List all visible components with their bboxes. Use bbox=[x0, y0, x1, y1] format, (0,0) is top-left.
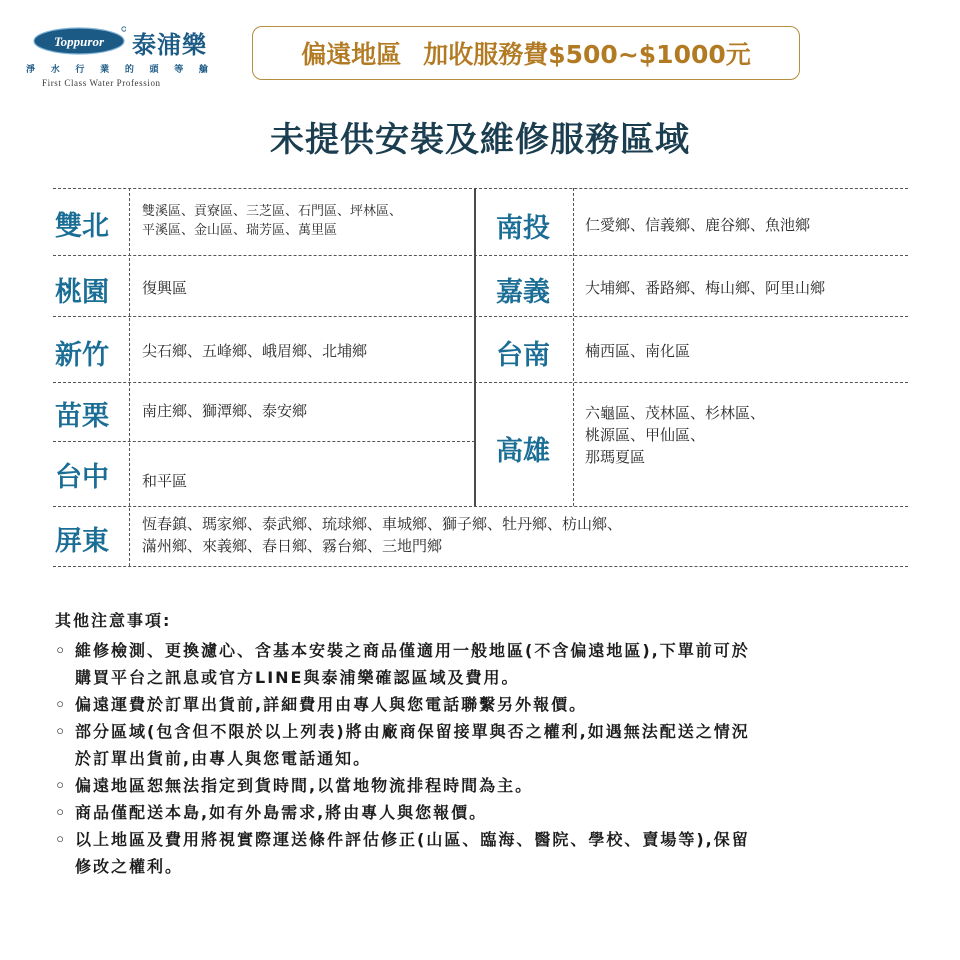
note-item bbox=[55, 826, 915, 880]
table-divider bbox=[573, 188, 574, 506]
region-label: 新竹 bbox=[55, 340, 109, 371]
slogan-char: 等 bbox=[174, 65, 184, 75]
region-label: 台南 bbox=[496, 340, 550, 371]
note-line: 於訂單出貨前,由專人與您電話通知。 bbox=[75, 749, 372, 768]
region-areas bbox=[585, 340, 690, 362]
notes-heading: 其他注意事項: bbox=[55, 611, 172, 630]
region-areas bbox=[142, 202, 402, 240]
region-areas bbox=[142, 277, 187, 299]
area-line: 恆春鎮、瑪家鄉、泰武鄉、琉球鄉、車城鄉、獅子鄉、牡丹鄉、枋山鄉、 bbox=[142, 515, 623, 533]
region-label: 苗栗 bbox=[55, 401, 109, 432]
note-line: ◦ 偏遠地區恕無法指定到貨時間,以當地物流排程時間為主。 bbox=[75, 776, 534, 795]
slogan-char: 淨 bbox=[26, 65, 36, 75]
area-line: 雙溪區、貢寮區、三芝區、石門區、坪林區、 bbox=[142, 204, 403, 219]
note-item bbox=[55, 772, 915, 799]
brand-slogan bbox=[26, 62, 208, 75]
area-line: 六龜區、茂林區、杉林區、 bbox=[585, 404, 766, 422]
region-label: 桃園 bbox=[55, 277, 109, 308]
note-line: ◦ 偏遠運費於訂單出貨前,詳細費用由專人與您電話聯繫另外報價。 bbox=[75, 695, 588, 714]
note-line: 購買平台之訊息或官方LINE與泰浦樂確認區域及費用。 bbox=[75, 668, 520, 687]
region-areas bbox=[585, 214, 810, 236]
region-label: 南投 bbox=[496, 213, 550, 244]
area-line: 南庄鄉、獅潭鄉、泰安鄉 bbox=[142, 402, 308, 420]
table-divider bbox=[53, 255, 908, 256]
region-areas bbox=[142, 513, 622, 557]
brand-tagline: First Class Water Profession bbox=[42, 78, 161, 88]
area-line: 尖石鄉、五峰鄉、峨眉鄉、北埔鄉 bbox=[142, 342, 368, 360]
note-item bbox=[55, 691, 915, 718]
slogan-char: 的 bbox=[124, 65, 134, 75]
area-line: 滿州鄉、來義鄉、春日鄉、霧台鄉、三地門鄉 bbox=[142, 537, 443, 555]
notes-section bbox=[55, 608, 915, 880]
region-areas bbox=[142, 470, 187, 492]
brand-name: 泰浦樂 bbox=[132, 31, 207, 59]
region-areas bbox=[585, 277, 825, 299]
table-divider bbox=[474, 188, 476, 506]
note-line: ◦ 部分區域(包含但不限於以上列表)將由廠商保留接單與否之權利,如遇無法配送之情況 bbox=[75, 722, 750, 741]
region-label: 嘉義 bbox=[496, 277, 550, 308]
note-line: ◦ 維修檢測、更換濾心、含基本安裝之商品僅適用一般地區(不含偏遠地區),下單前可於 bbox=[75, 641, 750, 660]
slogan-char: 艙 bbox=[198, 65, 208, 75]
page-title: 未提供安裝及維修服務區域 bbox=[270, 120, 690, 160]
brand-logo-mark bbox=[32, 26, 126, 56]
table-divider bbox=[53, 441, 475, 442]
region-areas bbox=[585, 402, 765, 468]
area-line: 復興區 bbox=[142, 279, 188, 297]
table-divider bbox=[53, 316, 908, 317]
note-line: ◦ 商品僅配送本島,如有外島需求,將由專人與您報價。 bbox=[75, 803, 488, 822]
note-item bbox=[55, 637, 915, 691]
region-label: 雙北 bbox=[55, 211, 109, 242]
brand-logo-wordmark: Toppuror bbox=[53, 34, 105, 49]
area-line: 桃源區、甲仙區、 bbox=[585, 426, 706, 444]
slogan-char: 業 bbox=[100, 65, 110, 75]
region-areas bbox=[142, 400, 307, 422]
table-divider bbox=[53, 506, 908, 507]
note-line: ◦ 以上地區及費用將視實際運送條件評估修正(山區、臨海、醫院、學校、賣場等),保留 bbox=[75, 830, 750, 849]
brand-logo bbox=[22, 18, 212, 94]
table-divider bbox=[53, 188, 908, 189]
region-areas bbox=[142, 340, 367, 362]
region-label: 屏東 bbox=[55, 526, 109, 557]
note-item bbox=[55, 718, 915, 772]
remote-area-label: 偏遠地區 bbox=[301, 40, 402, 69]
region-label: 高雄 bbox=[496, 436, 550, 467]
slogan-char: 行 bbox=[75, 65, 85, 75]
table-divider bbox=[53, 382, 908, 383]
note-line: 修改之權利。 bbox=[75, 857, 184, 876]
area-line: 平溪區、金山區、瑞芳區、萬里區 bbox=[142, 223, 338, 238]
table-divider bbox=[53, 566, 908, 567]
note-item bbox=[55, 799, 915, 826]
region-label: 台中 bbox=[55, 462, 109, 493]
table-divider bbox=[129, 188, 130, 566]
area-line: 楠西區、南化區 bbox=[585, 342, 691, 360]
remote-fee-banner bbox=[252, 26, 800, 80]
slogan-char: 頭 bbox=[149, 65, 159, 75]
area-line: 大埔鄉、番路鄉、梅山鄉、阿里山鄉 bbox=[585, 279, 826, 297]
slogan-char: 水 bbox=[50, 65, 60, 75]
remote-fee-amount: 加收服務費$500~$1000元 bbox=[423, 40, 751, 69]
area-line: 仁愛鄉、信義鄉、鹿谷鄉、魚池鄉 bbox=[585, 216, 811, 234]
area-line: 那瑪夏區 bbox=[585, 448, 646, 466]
area-line: 和平區 bbox=[142, 472, 188, 490]
